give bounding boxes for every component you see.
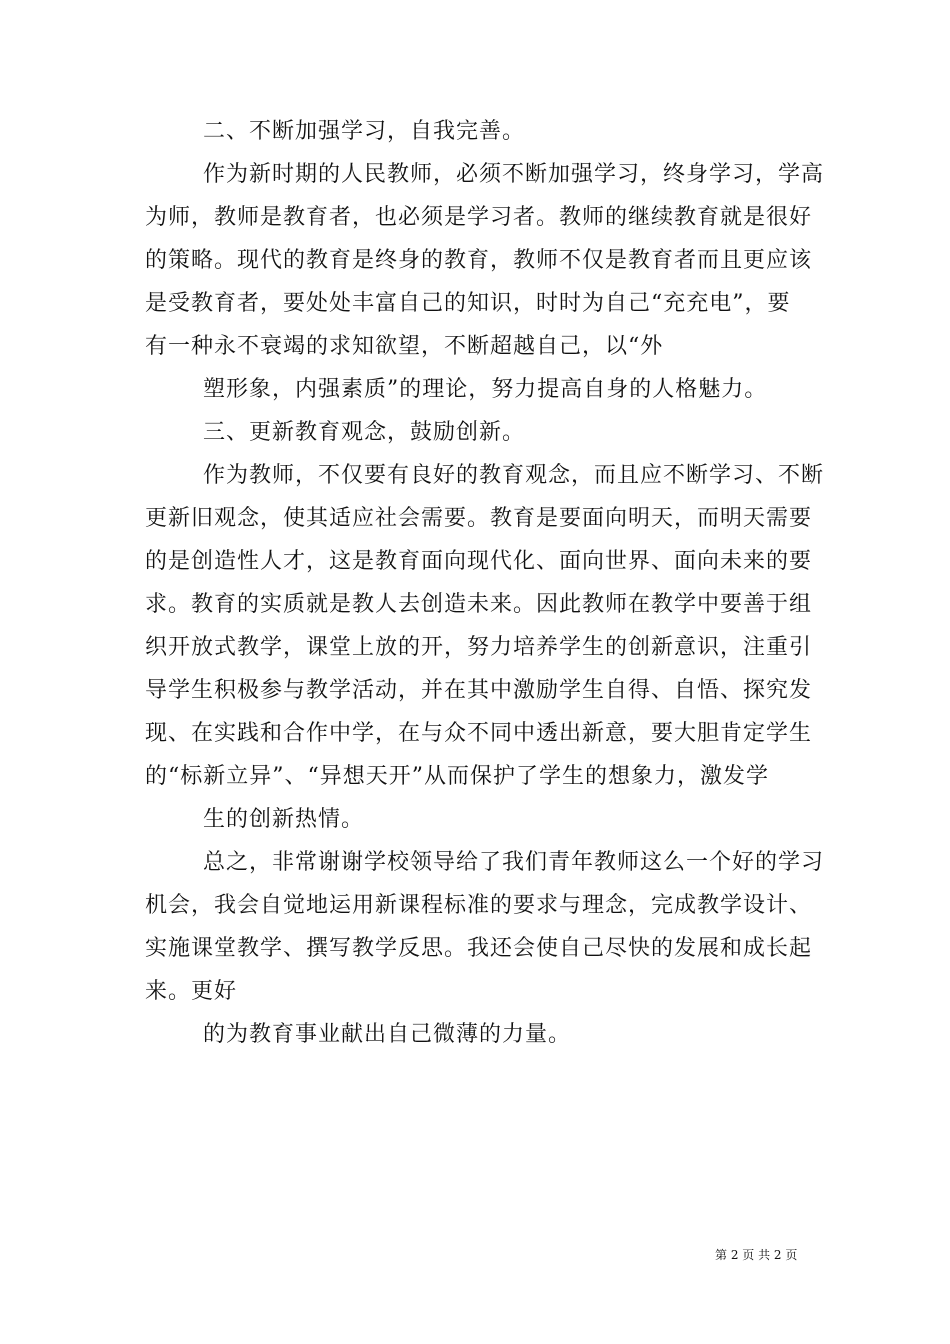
paragraph-line: 导学生积极参与教学活动，并在其中激励学生自得、自悟、探究发 — [145, 678, 813, 703]
section-heading-2: 二、不断加强学习，自我完善。 — [203, 119, 526, 144]
paragraph-line: 生的创新热情。 — [203, 807, 365, 832]
paragraph-line: 更新旧观念，使其适应社会需要。教育是要面向明天，而明天需要 — [145, 506, 813, 531]
paragraph-line: 机会，我会自觉地运用新课程标准的要求与理念，完成教学设计、 — [145, 893, 813, 918]
paragraph-line: 是受教育者，要处处丰富自己的知识，时时为自己“充充电”，要 — [145, 291, 791, 316]
paragraph-line: 作为新时期的人民教师，必须不断加强学习，终身学习，学高 — [203, 162, 825, 187]
paragraph-line: 塑形象，内强素质”的理论，努力提高自身的人格魅力。 — [203, 377, 768, 402]
paragraph-line: 有一种永不衰竭的求知欲望，不断超越自己，以“外 — [145, 334, 664, 359]
paragraph-line: 的为教育事业献出自己微薄的力量。 — [203, 1022, 572, 1047]
paragraph-line: 为师，教师是教育者，也必须是学习者。教师的继续教育就是很好 — [145, 205, 813, 230]
paragraph-line: 来。更好 — [145, 979, 238, 1004]
paragraph-line: 现、在实践和合作中学，在与众不同中透出新意，要大胆肯定学生 — [145, 721, 813, 746]
paragraph-line: 织开放式教学，课堂上放的开，努力培养学生的创新意识，注重引 — [145, 635, 813, 660]
paragraph-line: 的“标新立异”、“异想天开”从而保护了学生的想象力，激发学 — [145, 764, 769, 789]
paragraph-line: 总之，非常谢谢学校领导给了我们青年教师这么一个好的学习 — [203, 850, 825, 875]
paragraph-line: 实施课堂教学、撰写教学反思。我还会使自己尽快的发展和成长起 — [145, 936, 813, 961]
paragraph-line: 作为教师，不仅要有良好的教育观念，而且应不断学习、不断 — [203, 463, 825, 488]
section-heading-3: 三、更新教育观念，鼓励创新。 — [203, 420, 526, 445]
paragraph-line: 的是创造性人才，这是教育面向现代化、面向世界、面向未来的要 — [145, 549, 813, 574]
page-number-footer: 第 2 页 共 2 页 — [715, 1248, 798, 1262]
paragraph-line: 求。教育的实质就是教人去创造未来。因此教师在教学中要善于组 — [145, 592, 813, 617]
paragraph-line: 的策略。现代的教育是终身的教育，教师不仅是教育者而且更应该 — [145, 248, 813, 273]
